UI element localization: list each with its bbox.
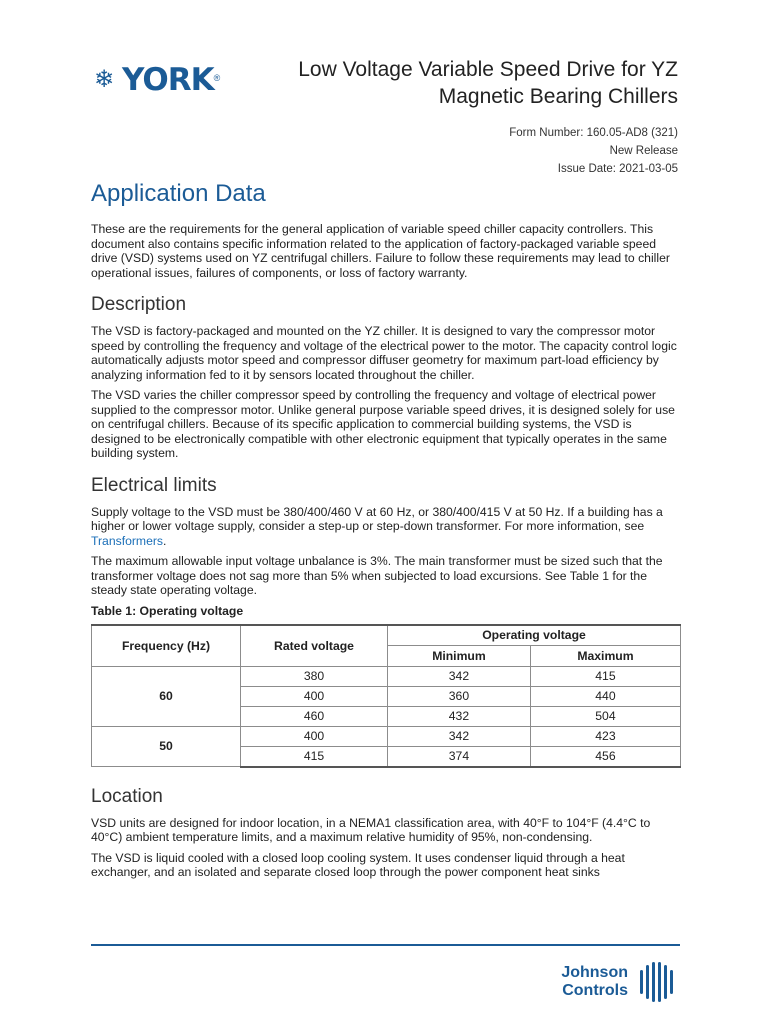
electrical-p1-text: Supply voltage to the VSD must be 380/400/460 V at 60 Hz, or 380/400/415 V at 50 Hz. If a building has a higher or lower voltage supply, consider a step-up or step-down transformer. For more information, see <box>91 504 663 533</box>
electrical-paragraph-2: The maximum allowable input voltage unbalance is 3%. The main transformer must be sized such that the transformer voltage does not sag more than 5% when subjected to load excursions. See Table 1 for the steady state operating voltage. <box>91 554 663 597</box>
johnson-controls-wordmark <box>561 964 628 1000</box>
minimum-cell: 342 <box>388 726 531 746</box>
electrical-limits-heading: Electrical limits <box>91 474 217 496</box>
document-title: Low Voltage Variable Speed Drive for YZ Magnetic Bearing Chillers <box>298 58 678 108</box>
description-heading: Description <box>91 294 187 315</box>
document-meta <box>509 124 678 178</box>
application-intro: These are the requirements for the general application of variable speed chiller capacity controllers. This document also contains specific information related to the application of factory-packaged variable speed drive (VSD) systems used on YZ centrifugal chillers. Failure to follow these requirements may lead to chiller operational issues, failures of components, or loss of factory warranty. <box>91 222 670 280</box>
brand-line-1: Johnson <box>561 964 628 981</box>
maximum-cell: 440 <box>530 686 680 706</box>
minimum-cell: 360 <box>388 686 531 706</box>
header-maximum: Maximum <box>530 646 680 667</box>
snowflake-icon: ❄ <box>94 66 115 93</box>
operating-voltage-table <box>91 624 681 768</box>
frequency-cell: 50 <box>92 726 241 767</box>
header-operating-voltage: Operating voltage <box>388 625 681 646</box>
form-number: Form Number: 160.05-AD8 (321) <box>509 127 678 139</box>
release-status: New Release <box>609 145 678 157</box>
application-data-heading: Application Data <box>91 180 266 207</box>
rated-voltage-cell: 400 <box>241 686 388 706</box>
table-caption: Table 1: Operating voltage <box>91 603 244 618</box>
description-paragraph-1: The VSD is factory-packaged and mounted on the YZ chiller. It is designed to vary the compressor motor speed by controlling the frequency and voltage of the electrical power to the motor. The capacity control logic automatically adjusts motor speed and compressor diffuser geometry for maximum part-load efficiency by analyzing information fed to it by sensors located throughout the chiller. <box>91 324 677 382</box>
electrical-paragraph-1 <box>91 505 681 549</box>
frequency-cell: 60 <box>92 666 241 726</box>
maximum-cell: 415 <box>530 666 680 686</box>
minimum-cell: 342 <box>388 666 531 686</box>
electrical-p1-end: . <box>163 533 167 548</box>
document-body <box>91 180 681 886</box>
rated-voltage-cell: 415 <box>241 746 388 767</box>
transformers-link[interactable]: Transformers <box>91 533 164 548</box>
minimum-cell: 374 <box>388 746 531 767</box>
maximum-cell: 456 <box>530 746 680 767</box>
table-row <box>92 726 681 746</box>
rated-voltage-cell: 380 <box>241 666 388 686</box>
location-paragraph-1: VSD units are designed for indoor location, in a NEMA1 classification area, with 40°F to 104°F (4.4°C to 40°C) ambient temperature limits, and a maximum relative humidity of 95%, non-condensing. <box>91 815 651 844</box>
maximum-cell: 504 <box>530 706 680 726</box>
rated-voltage-cell: 460 <box>241 706 388 726</box>
brand-line-2: Controls <box>562 982 628 999</box>
issue-date: Issue Date: 2021-03-05 <box>557 163 678 175</box>
footer-divider <box>91 944 680 946</box>
table-row <box>92 666 681 686</box>
location-paragraph-2: The VSD is liquid cooled with a closed loop cooling system. It uses condenser liquid through a heat exchanger, and an isolated and separate closed loop through the power component heat sinks <box>91 850 625 879</box>
rated-voltage-cell: 400 <box>241 726 388 746</box>
location-heading: Location <box>91 785 163 807</box>
johnson-controls-logo <box>561 960 678 1004</box>
johnson-controls-mark-icon <box>634 960 678 1004</box>
york-logo <box>94 62 220 98</box>
header-rated-voltage: Rated voltage <box>241 625 388 667</box>
maximum-cell: 423 <box>530 726 680 746</box>
registered-mark: ® <box>213 73 221 83</box>
header-minimum: Minimum <box>388 646 531 667</box>
minimum-cell: 432 <box>388 706 531 726</box>
header-frequency: Frequency (Hz) <box>92 625 241 667</box>
description-paragraph-2: The VSD varies the chiller compressor speed by controlling the frequency and voltage of electrical power supplied to the compressor motor. Unlike general purpose variable speed drives, it is designed solely for use on centrifugal chillers. Because of its specific application to commercial building systems, the VSD is designed to be electronically compatible with other electronic equipment that typically operates in the same building system. <box>91 388 675 460</box>
york-brand: YORK <box>122 62 214 98</box>
